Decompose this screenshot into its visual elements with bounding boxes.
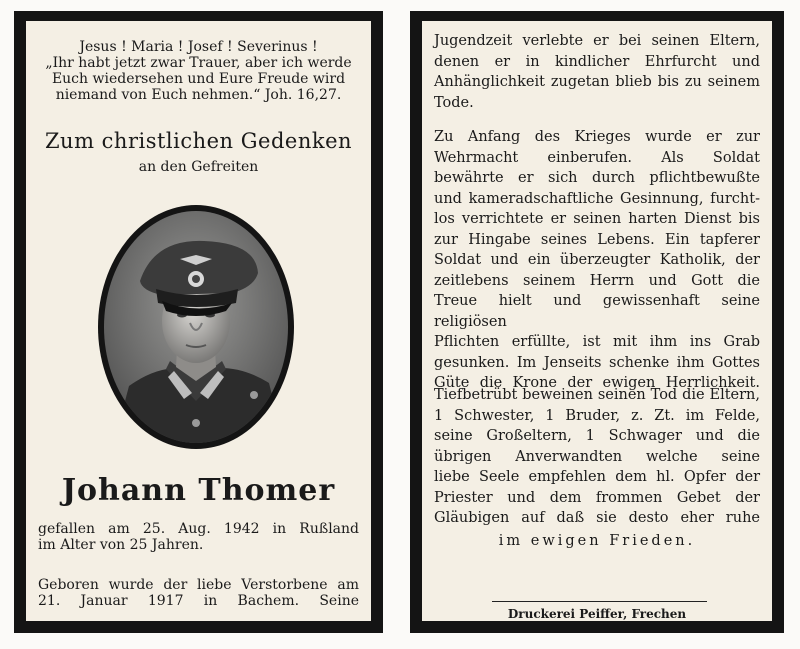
text-line: Pflichten erfüllte, ist mit ihm ins Grab	[434, 334, 760, 350]
text-line: und kameradschaftliche Gesinnung, furcht-	[434, 190, 760, 207]
motto-block	[26, 39, 371, 103]
birth-line: 21. Januar 1917 in Bachem. Seine	[38, 593, 359, 609]
left-card-paper	[26, 21, 371, 621]
motto-line: niemand von Euch nehmen.“ Joh. 16,27.	[55, 87, 342, 103]
portrait-photo	[104, 211, 288, 443]
birth-details	[38, 577, 359, 609]
text-line: zur Hingabe seines Lebens. Ein tapferer	[434, 231, 760, 248]
text-line: Treue hielt und gewissenhaft seine religiösen	[434, 293, 760, 330]
text-line: Soldat und ein überzeugter Katholik, der	[434, 252, 760, 268]
death-line: im Alter von 25 Jahren.	[38, 537, 204, 553]
death-details	[38, 521, 359, 553]
printer-credit: Druckerei Peiffer, Frechen	[507, 607, 687, 621]
text-line: zeitlebens seinem Herrn und Gott die	[434, 272, 760, 289]
text-line: Tiefbetrübt beweinen seinen Tod die Eltern,	[434, 387, 760, 403]
text-line: liebe Seele empfehlen dem hl. Opfer der	[434, 469, 760, 485]
text-line: Güte die Krone der ewigen Herrlichkeit.	[434, 375, 760, 391]
text-line: übrigen Anverwandten welche seine	[434, 448, 760, 465]
text-line: bewährte er sich durch pflichtbewußte	[434, 170, 760, 186]
left-card	[14, 11, 383, 633]
text-line: denen er in kindlicher Ehrfurcht und	[434, 53, 760, 70]
deceased-name: Johann Thomer	[61, 473, 336, 508]
text-line: Wehrmacht einberufen. Als Soldat	[434, 149, 760, 166]
rank-line: an den Gefreiten	[138, 159, 259, 175]
youth-paragraph	[434, 31, 760, 113]
text-line: Zu Anfang des Krieges wurde er zur	[434, 129, 760, 145]
text-line: 1 Schwester, 1 Bruder, z. Zt. im Felde,	[434, 407, 760, 424]
text-line: Anhänglichkeit zugetan blieb bis zu seinem	[434, 74, 760, 90]
motto-line: Jesus ! Maria ! Josef ! Severinus !	[79, 39, 318, 55]
mourners-paragraph	[434, 385, 760, 529]
motto-line: Euch wiedersehen und Eure Freude wird	[51, 71, 346, 87]
text-line: Tode.	[434, 94, 474, 111]
soldier-portrait-image	[104, 211, 288, 443]
printer-rule	[492, 601, 707, 602]
death-line: gefallen am 25. Aug. 1942 in Rußland	[38, 521, 359, 537]
text-line: gesunken. Im Jenseits schenke ihm Gottes	[434, 354, 760, 371]
memorial-heading: Zum christlichen Gedenken	[44, 129, 353, 153]
service-paragraph	[434, 127, 760, 394]
text-line: Gläubigen auf daß sie desto eher ruhe	[434, 510, 760, 526]
text-line: Jugendzeit verlebte er bei seinen Eltern,	[434, 33, 760, 49]
right-card	[410, 11, 784, 633]
motto-line: „Ihr habt jetzt zwar Trauer, aber ich werde	[45, 55, 352, 71]
closing-line: im ewigen Frieden.	[498, 533, 696, 549]
text-line: los verrichtete er seinen harten Dienst bis	[434, 211, 760, 227]
text-line: Priester und dem frommen Gebet der	[434, 489, 760, 506]
right-card-paper	[422, 21, 772, 621]
birth-line: Geboren wurde der liebe Verstorbene am	[38, 577, 359, 593]
text-line: seine Großeltern, 1 Schwager und die	[434, 428, 760, 444]
